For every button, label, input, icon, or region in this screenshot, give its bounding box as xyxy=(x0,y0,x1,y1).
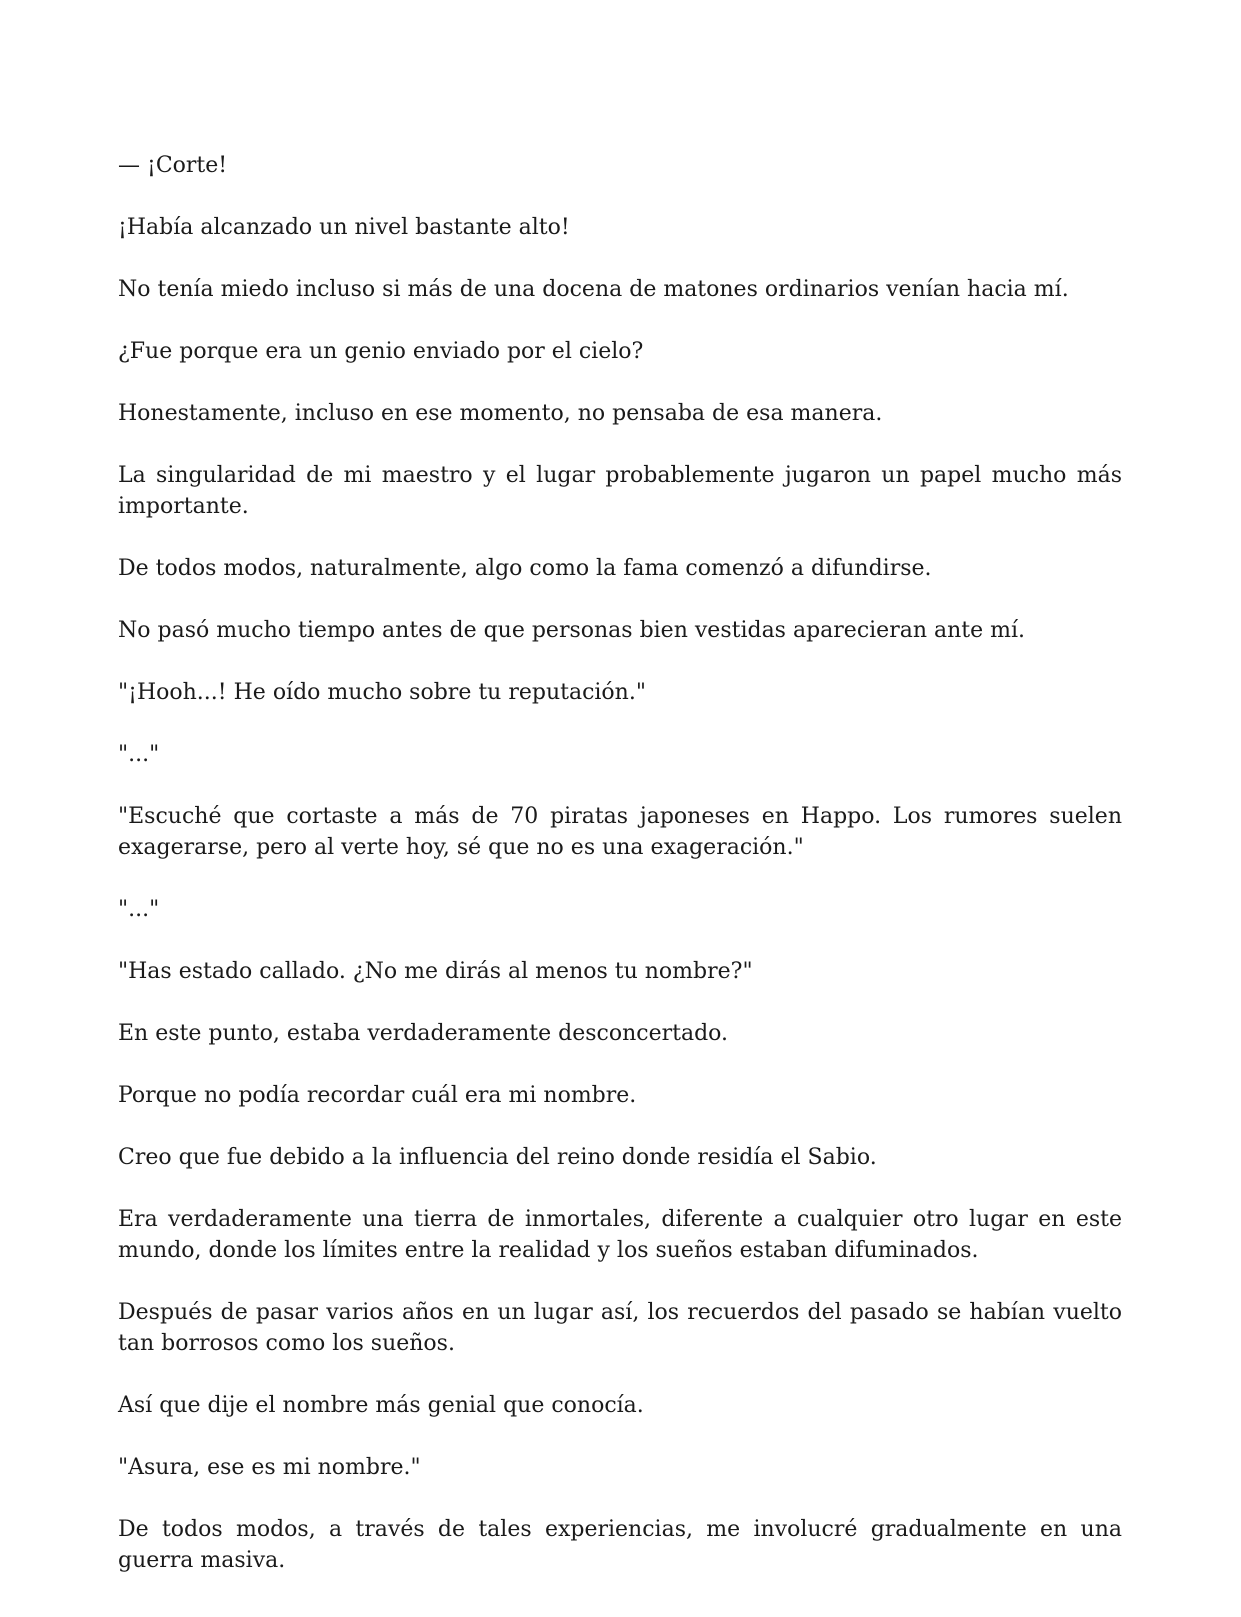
document-body xyxy=(118,150,1122,1576)
paragraph: La singularidad de mi maestro y el lugar probablemente jugaron un papel mucho más importante. xyxy=(118,463,1122,519)
paragraph: No tenía miedo incluso si más de una docena de matones ordinarios venían hacia mí. xyxy=(118,277,1069,302)
paragraph: Era verdaderamente una tierra de inmortales, diferente a cualquier otro lugar en este mundo, donde los límites entre la realidad y los sueños estaban difuminados. xyxy=(118,1207,1122,1263)
paragraph: Creo que fue debido a la influencia del reino donde residía el Sabio. xyxy=(118,1145,877,1170)
paragraph: "¡Hooh...! He oído mucho sobre tu reputación." xyxy=(118,680,646,705)
paragraph: ¿Fue porque era un genio enviado por el cielo? xyxy=(118,339,644,364)
paragraph: "Escuché que cortaste a más de 70 piratas japoneses en Happo. Los rumores suelen exagerarse, pero al verte hoy, sé que no es una exageración." xyxy=(118,804,1122,860)
paragraph: "Has estado callado. ¿No me dirás al menos tu nombre?" xyxy=(118,959,753,984)
paragraph: Honestamente, incluso en ese momento, no pensaba de esa manera. xyxy=(118,401,883,426)
paragraph: "..." xyxy=(118,897,160,922)
paragraph: No pasó mucho tiempo antes de que personas bien vestidas aparecieran ante mí. xyxy=(118,618,1026,643)
paragraph: Así que dije el nombre más genial que conocía. xyxy=(118,1393,644,1418)
paragraph: En este punto, estaba verdaderamente desconcertado. xyxy=(118,1021,729,1046)
paragraph: Porque no podía recordar cuál era mi nombre. xyxy=(118,1083,637,1108)
paragraph: De todos modos, a través de tales experiencias, me involucré gradualmente en una guerra masiva. xyxy=(118,1517,1122,1573)
paragraph: De todos modos, naturalmente, algo como la fama comenzó a difundirse. xyxy=(118,556,932,581)
paragraph: "Asura, ese es mi nombre." xyxy=(118,1455,421,1480)
paragraph: ¡Había alcanzado un nivel bastante alto! xyxy=(118,215,570,240)
paragraph: — ¡Corte! xyxy=(118,153,228,178)
paragraph: "..." xyxy=(118,742,160,767)
paragraph: Después de pasar varios años en un lugar así, los recuerdos del pasado se habían vuelto tan borrosos como los sueños. xyxy=(118,1300,1122,1356)
